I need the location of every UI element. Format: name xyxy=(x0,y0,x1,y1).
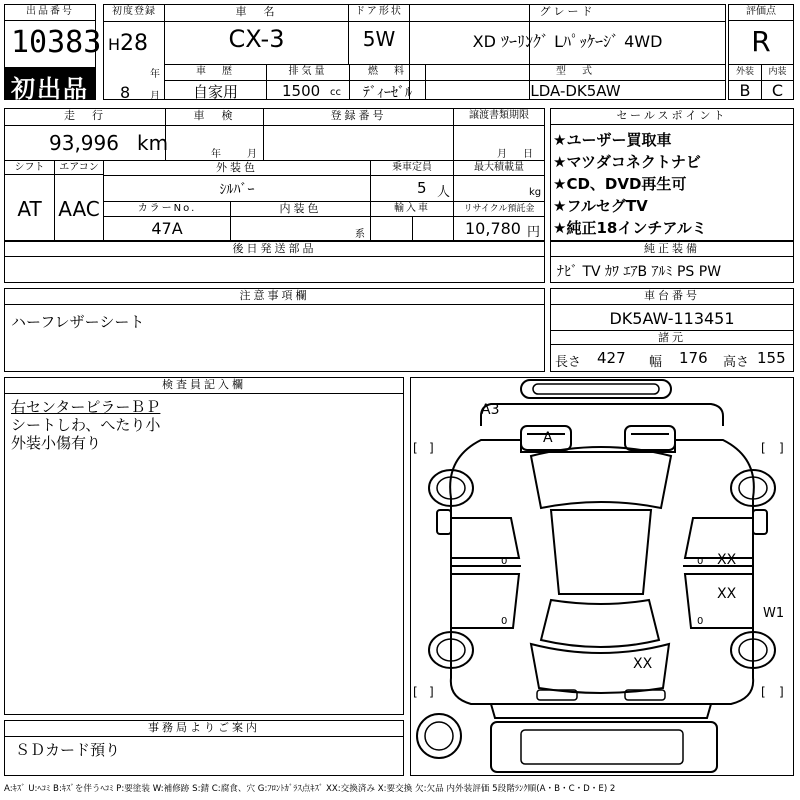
width: 176 xyxy=(679,349,708,367)
capacity-unit: 人 xyxy=(437,185,451,200)
sales-point-item: ★マツダコネクトナビ xyxy=(553,153,701,171)
svg-text:0: 0 xyxy=(697,616,704,627)
svg-text:]: ] xyxy=(779,441,784,455)
fuel: ﾃﾞｨｰｾﾞﾙ xyxy=(363,85,412,101)
load-unit: kg xyxy=(529,187,542,198)
width-label: 幅 xyxy=(649,355,663,370)
office-label: 事務局よりご案内 xyxy=(5,721,403,737)
details-box xyxy=(4,108,545,241)
sales-points-box xyxy=(550,108,794,241)
damage-mark-w1: W1 xyxy=(763,606,785,621)
recycle-label: リサイクル預託金 xyxy=(463,204,535,214)
height-label: 高さ xyxy=(723,355,750,370)
reg-number-label: 登録番号 xyxy=(330,109,387,122)
later-parts-label: 後日発送部品 xyxy=(5,242,544,257)
int-color-label: 内装色 xyxy=(279,202,322,215)
inspector-line: シートしわ、へたり小 xyxy=(11,416,161,434)
chassis-box xyxy=(550,288,794,372)
ext-color-label: 外装色 xyxy=(216,161,258,174)
shift: AT xyxy=(17,197,42,221)
inspector-line: 外装小傷有り xyxy=(11,434,102,452)
interior-label: 内装 xyxy=(768,67,787,77)
damage-mark-a3: A3 xyxy=(481,402,500,418)
fuel-label: 燃 料 xyxy=(368,66,407,77)
chassis-label: 車台番号 xyxy=(551,289,793,305)
svg-text:]: ] xyxy=(429,441,434,455)
reg-month: 8 xyxy=(120,83,131,102)
int-color-unit: 系 xyxy=(355,229,365,240)
reg-year: 28 xyxy=(120,31,148,56)
lot-number: 10383 xyxy=(11,25,102,60)
notes-label: 注意事項欄 xyxy=(5,289,544,305)
ac-label: エアコン xyxy=(55,161,103,175)
import-label: 輸入車 xyxy=(394,203,430,214)
height: 155 xyxy=(757,349,786,367)
ac: AAC xyxy=(58,197,100,221)
legend: A:ｷｽﾞ U:ﾍｺﾐ B:ｷｽﾞを伴うﾍｺﾐ P:要塗装 W:補修跡 S:錆 C:腐食、穴 G:ﾌﾛﾝﾄｶﾞﾗｽ点ｷｽﾞ XX:交換済み X:要交換 欠:欠品 内外装評価 5段階ﾗﾝｸ順(A・B・C・D・E) 2 xyxy=(4,784,616,794)
history-label: 車 歴 xyxy=(196,66,235,77)
damage-mark-xx: XX xyxy=(717,552,737,568)
displacement-label: 排気量 xyxy=(288,66,328,77)
svg-text:0: 0 xyxy=(501,616,508,627)
ext-color: ｼﾙﾊﾞｰ xyxy=(219,182,255,198)
exterior-grade: B xyxy=(739,81,751,100)
history: 自家用 xyxy=(192,83,238,101)
grade-label: グレード xyxy=(539,5,596,18)
capacity-label: 乗車定員 xyxy=(392,162,432,173)
notes-box xyxy=(4,288,545,372)
recycle-unit: 円 xyxy=(527,225,541,240)
mileage-unit: km xyxy=(137,131,169,155)
recycle-amount: 10,780 xyxy=(465,219,521,238)
inspection-month-unit: 月 xyxy=(247,149,257,160)
sales-point-item: ★フルセグTV xyxy=(553,197,648,215)
svg-text:[: [ xyxy=(413,685,418,699)
equipment-box xyxy=(550,241,794,283)
sales-points-label: セールスポイント xyxy=(551,109,793,125)
shift-label: シフト xyxy=(5,161,54,175)
later-parts-box xyxy=(4,241,545,283)
exterior-label: 外装 xyxy=(735,67,754,77)
spec-label: 諸元 xyxy=(551,331,793,345)
inspector-label: 検査員記入欄 xyxy=(5,378,403,394)
mileage: 93,996 xyxy=(49,131,119,155)
transfer-label: 譲渡書類期限 xyxy=(469,110,529,121)
equipment: ﾅﾋﾞ TV ｶﾜ ｴｱB ｱﾙﾐ PS PW xyxy=(557,264,722,280)
first-listing-badge xyxy=(5,67,95,103)
displacement-unit: cc xyxy=(330,87,341,98)
svg-text:[: [ xyxy=(761,441,766,455)
transfer-day-unit: 日 xyxy=(523,149,533,160)
length: 427 xyxy=(597,349,626,367)
svg-text:[: [ xyxy=(413,441,418,455)
car-name-label: 車 名 xyxy=(235,5,278,18)
interior-grade: C xyxy=(771,81,784,100)
door-type: 5W xyxy=(362,27,396,51)
first-listing-label: 初出品 xyxy=(11,75,89,103)
lot-number-label: 出品番号 xyxy=(5,5,95,21)
capacity: 5 xyxy=(417,179,427,197)
lot-number-box xyxy=(4,4,102,103)
grade: XD ﾂｰﾘﾝｸﾞ Lﾊﾟｯｹｰｼﾞ 4WD xyxy=(472,32,663,51)
displacement: 1500 xyxy=(282,82,321,100)
door-label: ドア形状 xyxy=(355,6,403,17)
rating-label: 評価点 xyxy=(729,5,793,21)
svg-text:]: ] xyxy=(779,685,784,699)
equipment-label: 純正装備 xyxy=(551,242,793,257)
era: H xyxy=(108,35,121,54)
model-label: 型 式 xyxy=(556,66,595,77)
sales-point-item: ★ユーザー買取車 xyxy=(553,131,672,149)
inspection-label: 車 検 xyxy=(193,109,236,122)
notes-text: ハーフレザーシート xyxy=(11,313,145,331)
damage-mark-a: A xyxy=(543,430,553,446)
reg-month-unit: 月 xyxy=(150,91,160,102)
svg-text:[: [ xyxy=(761,685,766,699)
chassis-number: DK5AW-113451 xyxy=(609,309,735,328)
first-reg-label: 初度登録 xyxy=(112,6,156,17)
sales-point-item: ★純正18インチアルミ xyxy=(553,219,707,237)
overall-rating: R xyxy=(751,25,771,58)
model-code: LDA-DK5AW xyxy=(530,82,621,100)
inspection-year-unit: 年 xyxy=(211,149,221,160)
office-note: ＳＤカード預り xyxy=(15,741,121,759)
color-no: 47A xyxy=(151,219,183,238)
inspector-box xyxy=(4,377,404,715)
svg-text:0: 0 xyxy=(697,556,704,567)
sales-point-item: ★CD、DVD再生可 xyxy=(553,175,687,193)
load-label: 最大積載量 xyxy=(474,162,524,173)
office-box xyxy=(4,720,404,776)
car-outline-diagram xyxy=(411,378,793,775)
car-name: CX-3 xyxy=(228,25,285,53)
transfer-month-unit: 月 xyxy=(497,149,507,160)
rating-box xyxy=(728,4,794,100)
mileage-label: 走 行 xyxy=(64,109,106,122)
svg-text:0: 0 xyxy=(501,556,508,567)
damage-mark-xx: XX xyxy=(633,656,653,672)
damage-mark-xx: XX xyxy=(717,586,737,602)
inspector-line: 右センターピラーＢＰ xyxy=(11,398,161,416)
color-no-label: カラーNo. xyxy=(137,203,197,214)
reg-year-unit: 年 xyxy=(150,69,160,80)
damage-diagram xyxy=(410,377,794,776)
svg-text:]: ] xyxy=(429,685,434,699)
length-label: 長さ xyxy=(555,355,582,370)
vehicle-header-box xyxy=(103,4,726,100)
